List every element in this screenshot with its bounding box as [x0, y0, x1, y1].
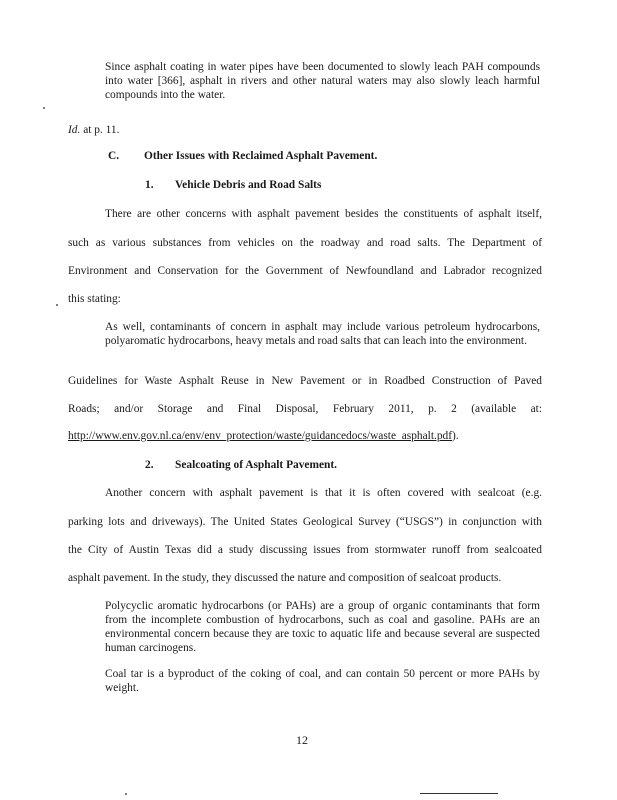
block-quote-contaminants: As well, contaminants of concern in asphalt may include various petroleum hydrocarbons, polyaromatic hydrocarbons, heavy metals and road salts that can leach into the environment.	[105, 321, 540, 347]
paragraph-1-line-1: There are other concerns with asphalt pavement besides the constituents of asphalt itself,	[105, 208, 542, 220]
subsection-1-title: Vehicle Debris and Road Salts	[175, 179, 322, 191]
section-c-heading	[108, 150, 378, 162]
scan-artifact-rule	[420, 793, 498, 794]
scan-speck	[56, 304, 58, 306]
scan-speck	[125, 793, 127, 795]
paragraph-2-line-3: the City of Austin Texas did a study discussing issues from stormwater runoff from sealcoated	[68, 544, 542, 556]
citation-id-abbrev: Id.	[68, 124, 81, 136]
subsection-1-heading	[145, 179, 322, 191]
reference-line-1: Guidelines for Waste Asphalt Reuse in New Pavement or in Roadbed Construction of Paved	[68, 375, 542, 387]
subsection-2-heading	[145, 459, 337, 471]
block-quote-pah-definition: Polycyclic aromatic hydrocarbons (or PAHs) are a group of organic contaminants that form from the incomplete combustion of hydrocarbons, such as coal and gasoline. PAHs are an environmental concern because they are toxic to aquatic life and because several are suspected human carcinogens.	[105, 600, 540, 654]
block-quote-coal-tar: Coal tar is a byproduct of the coking of coal, and can contain 50 percent or more PAHs by weight.	[105, 668, 540, 694]
reference-line-2: Roads; and/or Storage and Final Disposal, February 2011, p. 2 (available at:	[68, 403, 542, 415]
subsection-2-number: 2.	[145, 459, 154, 471]
block-quote-pah-leach: Since asphalt coating in water pipes have been documented to slowly leach PAH compounds into water [366], asphalt in rivers and other natural waters may also slowly leach harmful compounds into the water.	[105, 61, 540, 101]
paragraph-2-line-4: asphalt pavement. In the study, they discussed the nature and composition of sealcoat products.	[68, 572, 502, 584]
paragraph-2-line-2: parking lots and driveways). The United States Geological Survey (“USGS”) in conjunction with	[68, 516, 542, 528]
citation-id	[68, 124, 119, 136]
citation-page: at p. 11.	[80, 124, 120, 136]
section-c-title: Other Issues with Reclaimed Asphalt Pavement.	[144, 150, 378, 162]
scan-speck	[43, 107, 45, 109]
paragraph-1-line-2: such as various substances from vehicles on the roadway and road salts. The Department of	[68, 237, 542, 249]
reference-url-tail: ).	[452, 430, 459, 442]
reference-url-link[interactable]: http://www.env.gov.nl.ca/env/env_protection/waste/guidancedocs/waste_asphalt.pdf	[68, 430, 453, 442]
section-c-letter: C.	[108, 150, 120, 162]
subsection-2-title: Sealcoating of Asphalt Pavement.	[175, 459, 337, 471]
paragraph-1-line-3: Environment and Conservation for the Government of Newfoundland and Labrador recognized	[68, 265, 542, 277]
page-number: 12	[296, 733, 308, 747]
paragraph-2-line-1: Another concern with asphalt pavement is that it is often covered with sealcoat (e.g.	[105, 487, 542, 499]
reference-line-3	[68, 430, 459, 442]
subsection-1-number: 1.	[145, 179, 154, 191]
paragraph-1-line-4: this stating:	[68, 293, 121, 305]
